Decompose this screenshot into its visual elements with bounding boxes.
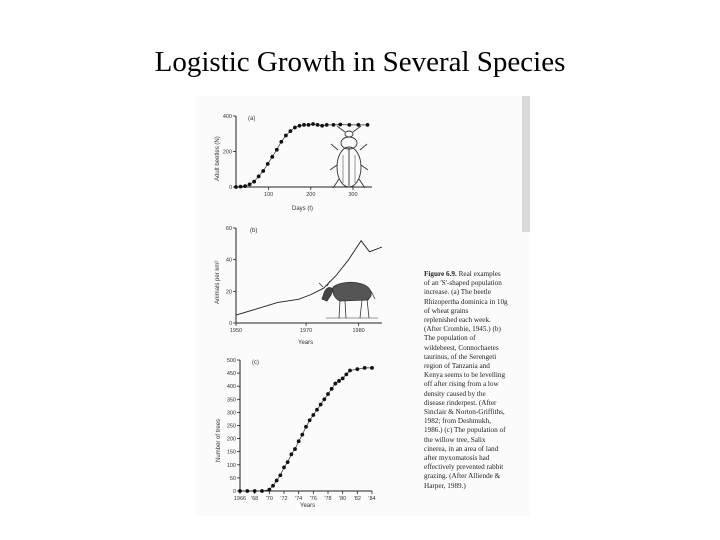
data-point — [344, 373, 348, 377]
data-point — [330, 387, 334, 391]
data-point — [319, 403, 323, 407]
x-tick-label: '80 — [339, 496, 347, 502]
y-tick-label: 350 — [226, 397, 236, 404]
data-point — [326, 392, 330, 396]
data-point — [320, 124, 324, 128]
data-point — [284, 134, 288, 138]
data-point — [333, 382, 337, 386]
caption-line: effectively prevented rabbit — [424, 463, 504, 472]
data-point — [261, 169, 265, 173]
data-point — [341, 376, 345, 380]
y-tick-label: 40 — [225, 257, 232, 264]
y-tick-label: 300 — [226, 410, 236, 417]
caption-line: (After Crombie, 1945.) (b) — [424, 325, 501, 334]
data-point — [297, 439, 301, 443]
panel-b-label: (b) — [250, 228, 258, 234]
data-point — [286, 460, 290, 464]
panel-a-xlabel: Days (t) — [292, 206, 313, 212]
data-point — [289, 129, 293, 133]
caption-line: Harper, 1989.) — [424, 481, 466, 490]
data-point — [248, 182, 252, 186]
caption-figure-number: Figure 6.9. — [424, 270, 457, 278]
caption-line: wildebeest, Connochaetes — [424, 343, 499, 352]
panel-c — [216, 358, 376, 509]
caption-line: cinerea, in an area of land — [424, 444, 499, 453]
y-tick-label: 400 — [222, 114, 232, 120]
caption-line: of an 'S'-shaped population — [424, 279, 502, 288]
panel-a — [215, 114, 372, 212]
caption-line: Sinclair & Norton-Griffiths, — [424, 408, 505, 417]
data-point — [279, 140, 283, 144]
x-tick-label: 1980 — [352, 328, 365, 334]
data-point — [270, 155, 274, 159]
caption-line: of wheat grains — [424, 306, 469, 315]
y-tick-label: 500 — [226, 358, 236, 364]
wildebeest-icon — [319, 281, 378, 318]
x-tick-label: '78 — [324, 496, 332, 502]
y-tick-label: 400 — [226, 384, 236, 391]
panel-b-ylabel: Animals per km² — [215, 260, 221, 304]
data-point — [308, 418, 312, 422]
x-tick-label: '72 — [280, 496, 288, 502]
y-tick-label: 150 — [226, 449, 236, 456]
data-point — [293, 126, 297, 130]
y-tick-label: 0 — [228, 185, 232, 191]
data-point — [245, 489, 249, 493]
x-tick-label: 1950 — [229, 328, 243, 334]
data-point — [271, 484, 275, 488]
x-tick-label: 200 — [306, 192, 316, 198]
y-tick-label: 200 — [222, 149, 232, 156]
series-line — [236, 241, 382, 315]
panel-a-ylabel: Adult beetles (N) — [215, 136, 221, 181]
data-point — [304, 425, 308, 429]
x-tick-label: '74 — [295, 496, 303, 502]
panel-c-ylabel: Number of trees — [216, 418, 222, 462]
y-tick-label: 100 — [226, 462, 236, 469]
caption-line: taurinus, of the Serengeti — [424, 352, 497, 361]
data-point — [293, 447, 297, 451]
caption-line: grazing. (After Alliende & — [424, 472, 501, 481]
beetle-icon — [330, 126, 368, 188]
caption-line: The population of — [424, 334, 476, 343]
data-point — [355, 367, 359, 371]
data-point — [267, 488, 271, 492]
caption-line: disease rinderpest. (After — [424, 398, 497, 407]
y-tick-label: 0 — [232, 489, 236, 495]
data-point — [370, 366, 374, 370]
y-tick-label: 200 — [226, 436, 236, 443]
x-tick-label: '70 — [265, 496, 273, 502]
caption-line: replenished each week. — [424, 316, 491, 325]
data-point — [307, 123, 311, 127]
data-point — [363, 366, 367, 370]
panel-b — [215, 226, 382, 346]
data-point — [253, 489, 257, 493]
y-tick-label: 450 — [226, 371, 236, 378]
y-tick-label: 60 — [225, 226, 232, 232]
y-tick-label: 250 — [226, 423, 236, 430]
data-point — [322, 397, 326, 401]
x-tick-label: '82 — [353, 496, 361, 502]
x-tick-label: 300 — [348, 192, 358, 198]
data-point — [316, 123, 320, 127]
slide-title: Logistic Growth in Several Species — [154, 46, 566, 78]
data-point — [289, 452, 293, 456]
data-point — [300, 433, 304, 437]
data-point — [238, 489, 242, 493]
data-point — [338, 123, 342, 127]
caption-line: after myxomatosis had — [424, 454, 490, 463]
data-point — [366, 123, 370, 127]
caption-line: Real examples — [458, 270, 501, 278]
panel-b-xlabel: Years — [298, 340, 314, 346]
x-tick-label: '76 — [309, 496, 317, 502]
data-point — [348, 369, 352, 373]
x-tick-label: 1966 — [233, 496, 247, 502]
figure-caption — [424, 270, 528, 491]
y-tick-label: 20 — [225, 289, 232, 296]
data-point — [275, 479, 279, 483]
panel-c-label: (c) — [252, 360, 259, 366]
data-point — [239, 185, 243, 189]
data-point — [260, 489, 264, 493]
data-point — [266, 162, 270, 166]
caption-line: density caused by the — [424, 389, 486, 398]
data-point — [234, 185, 238, 189]
data-point — [243, 184, 247, 188]
caption-line: 1982; from Deshmukh, — [424, 417, 491, 426]
caption-line: 1986.) (c) The population of — [424, 426, 506, 435]
caption-line: Rhizopertha dominica in 10g — [424, 297, 508, 306]
x-tick-label: '84 — [368, 496, 376, 502]
data-point — [278, 473, 282, 477]
data-point — [298, 124, 302, 128]
caption-line: the willow tree, Salix — [424, 435, 486, 444]
caption-line: increase. (a) The beetle — [424, 288, 491, 297]
data-point — [311, 413, 315, 417]
caption-line: off after rising from a low — [424, 380, 499, 389]
data-point — [337, 379, 341, 383]
x-tick-label: 100 — [264, 192, 274, 198]
data-point — [332, 123, 336, 127]
data-point — [275, 148, 279, 152]
caption-line: region of Tanzania and — [424, 362, 490, 371]
caption-line: Kenya seems to be levelling — [424, 371, 506, 380]
x-tick-label: '68 — [251, 496, 259, 502]
y-tick-label: 50 — [229, 475, 236, 482]
data-point — [282, 466, 286, 470]
data-point — [357, 123, 361, 127]
data-point — [347, 123, 351, 127]
fitted-curve — [236, 124, 368, 187]
fitted-curve — [240, 368, 372, 491]
panel-c-xlabel: Years — [300, 503, 316, 509]
x-tick-label: 1970 — [299, 328, 313, 334]
data-point — [311, 122, 315, 126]
data-point — [315, 408, 319, 412]
data-point — [302, 123, 306, 127]
panel-a-label: (a) — [248, 116, 256, 122]
y-tick-label: 0 — [228, 321, 232, 327]
data-point — [257, 174, 261, 178]
data-point — [252, 180, 256, 184]
data-point — [325, 123, 329, 127]
